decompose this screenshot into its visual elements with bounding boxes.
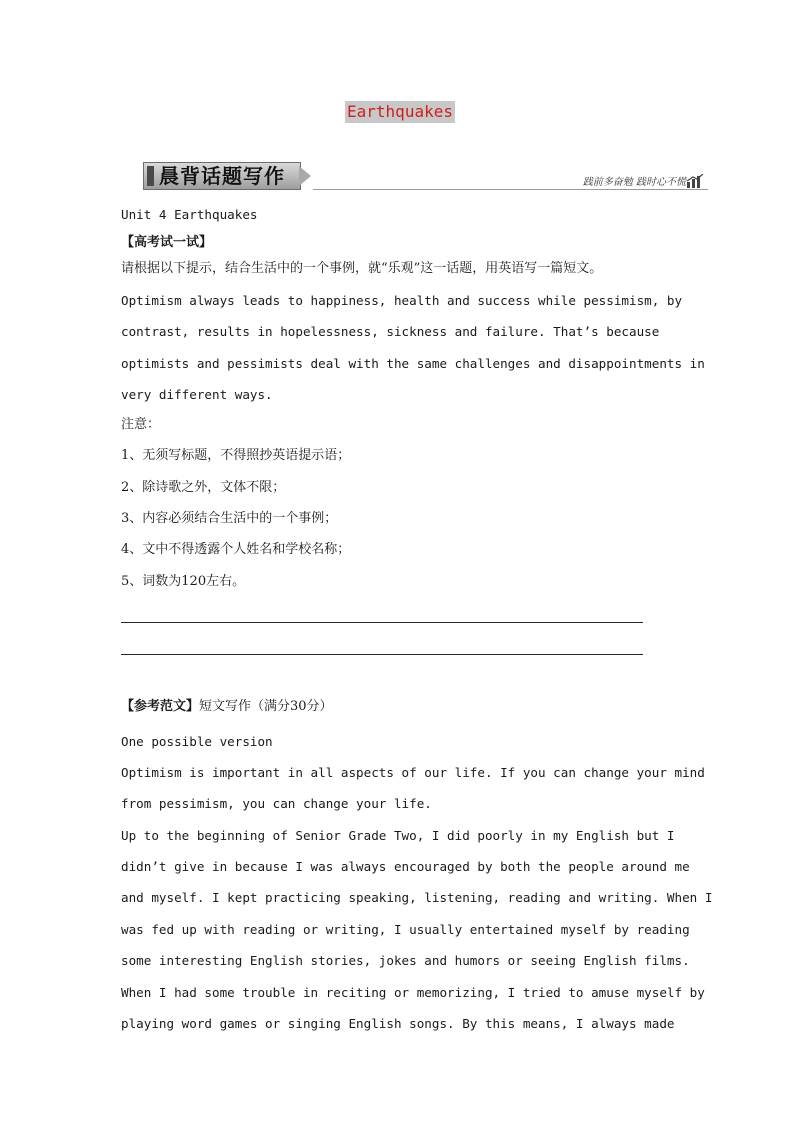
prompt-line: optimists and pessimists deal with the same challenges and disappointments in (121, 356, 705, 371)
banner-label: 晨背话题写作 (159, 164, 285, 188)
note-item: 1、无须写标题，不得照抄英语提示语； (121, 448, 351, 463)
note-item: 3、内容必须结合生活中的一个事例； (121, 511, 338, 526)
essay-line: didn’t give in because I was always encouraged by both the people around me (121, 859, 690, 874)
essay-line: some interesting English stories, jokes and humors or seeing English films. (121, 953, 690, 968)
reference-heading-bracket: 【参考范文】 (121, 699, 200, 714)
prompt-line: contrast, results in hopelessness, sickness and failure. That’s because (121, 324, 660, 339)
note-item: 5、词数为120左右。 (121, 574, 246, 589)
document-title (0, 101, 800, 123)
note-item: 2、除诗歌之外，文体不限； (121, 480, 286, 495)
note-item: 4、文中不得透露个人姓名和学校名称； (121, 542, 351, 557)
essay-line: When I had some trouble in reciting or memorizing, I tried to amuse myself by (121, 985, 705, 1000)
essay-line: from pessimism, you can change your life. (121, 796, 432, 811)
essay-line: playing word games or singing English songs. By this means, I always made (121, 1016, 675, 1031)
banner-rule (313, 189, 708, 190)
reference-heading-text: 短文写作（满分30分） (199, 699, 333, 714)
exam-heading: 【高考试一试】 (121, 235, 213, 250)
essay-line: Up to the beginning of Senior Grade Two, I did poorly in my English but I (121, 828, 675, 843)
growth-chart-icon (686, 174, 704, 188)
reference-version: One possible version (121, 734, 273, 749)
exam-instruction: 请根据以下提示，结合生活中的一个事例，就“乐观”这一话题，用英语写一篇短文。 (121, 261, 603, 276)
banner-arrow-icon (299, 166, 311, 186)
document-title-text: Earthquakes (347, 102, 453, 121)
notes-heading: 注意： (121, 417, 161, 432)
essay-line: and myself. I kept practicing speaking, listening, reading and writing. When I (121, 890, 713, 905)
answer-blank-line (121, 654, 643, 655)
reference-heading (121, 698, 333, 716)
unit-heading: Unit 4 Earthquakes (121, 207, 258, 222)
essay-line: Optimism is important in all aspects of our life. If you can change your mind (121, 765, 705, 780)
essay-line: was fed up with reading or writing, I usually entertained myself by reading (121, 922, 690, 937)
prompt-line: Optimism always leads to happiness, health and success while pessimism, by (121, 293, 683, 308)
section-banner (143, 160, 708, 194)
banner-motto: 践前多奋勉 践时心不慌 (582, 177, 686, 188)
answer-blank-line (121, 622, 643, 623)
prompt-line: very different ways. (121, 387, 273, 402)
